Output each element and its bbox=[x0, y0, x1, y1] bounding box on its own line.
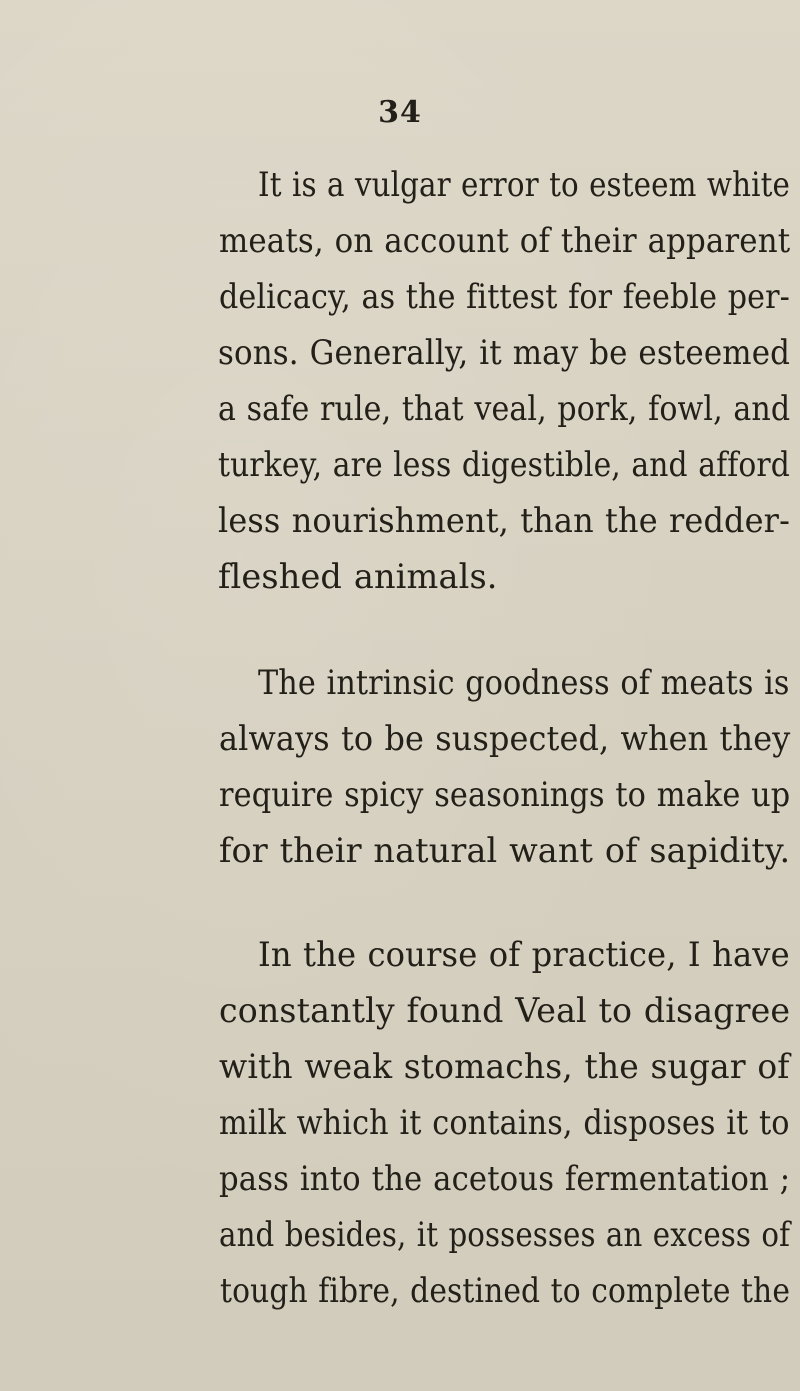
text-line: a safe rule, that veal, pork, fowl, and bbox=[218, 389, 791, 428]
text-line: In the course of practice, I have bbox=[258, 935, 790, 974]
text-line: meats, on account of their apparent bbox=[219, 221, 791, 260]
text-line: pass into the acetous fermentation ; bbox=[219, 1159, 791, 1198]
text-line: tough fibre, destined to complete the bbox=[220, 1271, 791, 1310]
text-line: and besides, it possesses an excess of bbox=[219, 1215, 791, 1254]
text-line: fleshed animals. bbox=[218, 557, 498, 596]
text-line: The intrinsic goodness of meats is bbox=[258, 663, 790, 702]
text-line: with weak stomachs, the sugar of bbox=[219, 1047, 790, 1086]
text-line: It is a vulgar error to esteem white bbox=[258, 165, 790, 204]
text-line: milk which it contains, disposes it to bbox=[219, 1103, 790, 1142]
text-line: constantly found Veal to disagree bbox=[219, 991, 791, 1030]
text-line: delicacy, as the fittest for feeble per- bbox=[219, 277, 790, 316]
text-line: for their natural want of sapidity. bbox=[219, 831, 791, 870]
text-line: always to be suspected, when they bbox=[219, 719, 791, 758]
text-line: require spicy seasonings to make up bbox=[219, 775, 791, 814]
text-line: sons. Generally, it may be esteemed bbox=[218, 333, 791, 372]
text-line: less nourishment, than the redder- bbox=[218, 501, 791, 540]
text-line: turkey, are less digestible, and afford bbox=[218, 445, 790, 484]
page-number: 34 bbox=[378, 95, 422, 130]
